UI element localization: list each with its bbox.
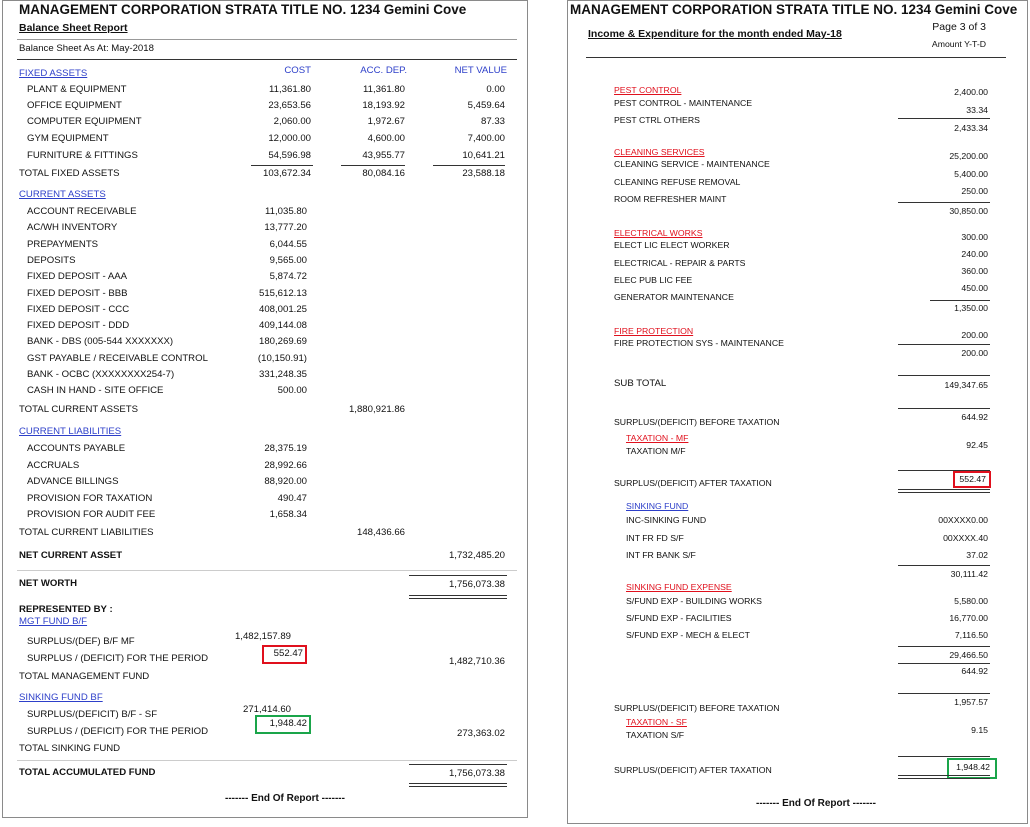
fixed-assets-heading: FIXED ASSETS: [19, 68, 88, 79]
current-asset-value: (10,150.91): [257, 353, 307, 364]
sinking-fund-period-value: 1,948.42: [269, 718, 307, 729]
net-current-asset-label: NET CURRENT ASSET: [19, 550, 123, 561]
current-liability-value: 490.47: [277, 493, 307, 504]
cleaning-row-value: 250.00: [961, 186, 988, 196]
current-asset-label: GST PAYABLE / RECEIVABLE CONTROL: [27, 353, 208, 364]
current-assets-heading: CURRENT ASSETS: [19, 189, 106, 200]
current-asset-value: 409,144.08: [258, 320, 307, 331]
electrical-row-value: 360.00: [961, 266, 988, 276]
current-asset-label: FIXED DEPOSIT - BBB: [27, 288, 128, 299]
sinking-row-value: 00XXXX0.00: [938, 515, 988, 525]
current-asset-value: 515,612.13: [258, 288, 307, 299]
total-current-liabilities-label: TOTAL CURRENT LIABILITIES: [19, 527, 154, 538]
total-fixed-net: 23,588.18: [462, 168, 505, 179]
sinking-fund-bf-label: SURPLUS/(DEFICIT) B/F - SF: [27, 709, 158, 720]
taxation-sf-label: TAXATION S/F: [626, 730, 685, 740]
sf-expense-row-label: S/FUND EXP - FACILITIES: [626, 613, 732, 623]
pest-row-value: 33.34: [966, 105, 988, 115]
before-tax-sf: 1,957.57: [954, 697, 988, 707]
before-tax-mf-label: SURPLUS/(DEFICIT) BEFORE TAXATION: [614, 417, 780, 427]
after-tax-mf-label: SURPLUS/(DEFICIT) AFTER TAXATION: [614, 478, 772, 488]
mgt-fund-period-value: 552.47: [273, 648, 303, 659]
current-liability-label: ACCRUALS: [27, 460, 80, 471]
after-tax-sf-label: SURPLUS/(DEFICIT) AFTER TAXATION: [614, 765, 772, 775]
electrical-row-label: ELECTRICAL - REPAIR & PARTS: [614, 258, 746, 268]
net-current-asset: 1,732,485.20: [448, 550, 505, 561]
page-number: Page 3 of 3: [932, 21, 986, 33]
mgt-fund-heading: MGT FUND B/F: [19, 616, 88, 627]
current-asset-label: FIXED DEPOSIT - CCC: [27, 304, 130, 315]
mgt-fund-total-value: 1,482,710.36: [448, 656, 505, 667]
current-liability-label: PROVISION FOR AUDIT FEE: [27, 509, 156, 520]
mgt-fund-bf-label: SURPLUS/(DEF) B/F MF: [27, 636, 135, 647]
pest-row-label: PEST CTRL OTHERS: [614, 115, 700, 125]
fixed-asset-net: 87.33: [480, 116, 505, 127]
fire-row-value: 200.00: [961, 330, 988, 340]
cleaning-row-value: 5,400.00: [954, 169, 988, 179]
fixed-asset-cost: 54,596.98: [268, 150, 311, 161]
pest-total: 2,433.34: [954, 123, 988, 133]
report-title: MANAGEMENT CORPORATION STRATA TITLE NO. 1234 Gemini Cove: [19, 2, 467, 17]
total-fixed-cost: 103,672.34: [262, 168, 311, 179]
col-accdep-header: ACC. DEP.: [360, 65, 407, 76]
report-name: Balance Sheet Report: [19, 22, 128, 34]
current-liability-label: ADVANCE BILLINGS: [27, 476, 119, 487]
cleaning-total: 30,850.00: [949, 206, 988, 216]
current-asset-value: 13,777.20: [264, 222, 307, 233]
current-asset-label: PREPAYMENTS: [27, 239, 99, 250]
pest-row-value: 2,400.00: [954, 87, 988, 97]
end-of-report: ------- End Of Report -------: [225, 793, 345, 804]
cleaning-row-label: CLEANING REFUSE REMOVAL: [614, 177, 741, 187]
end-of-report: ------- End Of Report -------: [756, 798, 876, 809]
electrical-total: 1,350.00: [954, 303, 988, 313]
taxation-sf: 9.15: [971, 725, 988, 735]
sf-expense-row-value: 5,580.00: [954, 596, 988, 606]
current-asset-label: DEPOSITS: [27, 255, 76, 266]
fixed-asset-dep: 43,955.77: [362, 150, 405, 161]
before-tax-sf-label: SURPLUS/(DEFICIT) BEFORE TAXATION: [614, 703, 780, 713]
current-asset-value: 408,001.25: [258, 304, 307, 315]
sinking-fund-bf-value: 271,414.60: [242, 704, 291, 715]
fixed-asset-label: OFFICE EQUIPMENT: [27, 100, 122, 111]
after-tax-sf: 1,948.42: [956, 762, 990, 772]
before-tax-mf: 644.92: [961, 412, 988, 422]
current-asset-label: AC/WH INVENTORY: [27, 222, 118, 233]
total-fixed-assets-label: TOTAL FIXED ASSETS: [19, 168, 120, 179]
current-asset-label: CASH IN HAND - SITE OFFICE: [27, 385, 164, 396]
sf-expense-total: 29,466.50: [949, 650, 988, 660]
sinking-fund-period-label: SURPLUS / (DEFICIT) FOR THE PERIOD: [27, 726, 209, 737]
current-asset-value: 331,248.35: [258, 369, 307, 380]
current-liability-value: 1,658.34: [269, 509, 307, 520]
current-asset-value: 5,874.72: [269, 271, 307, 282]
current-liability-label: ACCOUNTS PAYABLE: [27, 443, 126, 454]
total-accumulated-fund: 1,756,073.38: [448, 768, 505, 779]
sf-expense-row-value: 16,770.00: [949, 613, 988, 623]
current-liability-label: PROVISION FOR TAXATION: [27, 493, 153, 504]
electrical-row-value: 450.00: [961, 283, 988, 293]
sinking-row-value: 00XXXX.40: [943, 533, 988, 543]
sub-total: 149,347.65: [944, 380, 988, 390]
current-asset-value: 9,565.00: [269, 255, 307, 266]
electrical-row-label: ELECT LIC ELECT WORKER: [614, 240, 730, 250]
sf-expense-row-label: S/FUND EXP - BUILDING WORKS: [626, 596, 762, 606]
cleaning-row-label: ROOM REFRESHER MAINT: [614, 194, 727, 204]
pest-row-label: PEST CONTROL - MAINTENANCE: [614, 98, 753, 108]
electrical-row-value: 240.00: [961, 249, 988, 259]
sf-expense-net: 644.92: [961, 666, 988, 676]
current-asset-label: FIXED DEPOSIT - DDD: [27, 320, 130, 331]
electrical-heading: ELECTRICAL WORKS: [614, 228, 703, 238]
sinking-row-label: INT FR BANK S/F: [626, 550, 696, 560]
amount-header: Amount Y-T-D: [931, 39, 986, 49]
current-liability-value: 28,375.19: [264, 443, 307, 454]
fire-row-label: FIRE PROTECTION SYS - MAINTENANCE: [614, 338, 784, 348]
fixed-asset-cost: 11,361.80: [269, 84, 311, 95]
fixed-asset-label: FURNITURE & FITTINGS: [27, 150, 138, 161]
fixed-asset-label: PLANT & EQUIPMENT: [27, 84, 127, 95]
cleaning-heading: CLEANING SERVICES: [614, 147, 705, 157]
fixed-asset-dep: 11,361.80: [363, 84, 405, 95]
col-cost-header: COST: [284, 65, 311, 76]
pest-control-heading: PEST CONTROL: [614, 85, 682, 95]
sinking-row-value: 37.02: [966, 550, 988, 560]
fixed-asset-cost: 23,653.56: [268, 100, 311, 111]
electrical-row-value: 300.00: [961, 232, 988, 242]
total-current-liabilities: 148,436.66: [356, 527, 405, 538]
current-asset-value: 6,044.55: [269, 239, 307, 250]
total-current-assets-label: TOTAL CURRENT ASSETS: [19, 404, 139, 415]
total-current-assets: 1,880,921.86: [348, 404, 405, 415]
fixed-asset-label: COMPUTER EQUIPMENT: [27, 116, 142, 127]
fire-total: 200.00: [961, 348, 988, 358]
sf-expense-row-label: S/FUND EXP - MECH & ELECT: [626, 630, 750, 640]
fixed-asset-label: GYM EQUIPMENT: [27, 133, 109, 144]
report-title: MANAGEMENT CORPORATION STRATA TITLE NO. 1234 Gemini Cove: [570, 2, 1018, 17]
sf-expense-row-value: 7,116.50: [954, 630, 988, 640]
electrical-row-label: ELEC PUB LIC FEE: [614, 275, 693, 285]
current-asset-label: BANK - OCBC (XXXXXXXX254-7): [27, 369, 175, 380]
income-expenditure-panel: [567, 0, 1028, 824]
current-liabilities-heading: CURRENT LIABILITIES: [19, 426, 122, 437]
report-name: Income & Expenditure for the month ended May-18: [588, 28, 842, 40]
balance-sheet-panel: [2, 0, 528, 818]
fixed-asset-net: 7,400.00: [467, 133, 505, 144]
sinking-total: 30,111.42: [950, 569, 988, 579]
current-liability-value: 88,920.00: [264, 476, 307, 487]
total-mgt-fund-label: TOTAL MANAGEMENT FUND: [19, 671, 150, 682]
cleaning-row-value: 25,200.00: [949, 151, 988, 161]
fixed-asset-cost: 2,060.00: [273, 116, 311, 127]
taxation-mf: 92.45: [966, 440, 988, 450]
as-at-date: Balance Sheet As At: May-2018: [19, 43, 154, 54]
net-worth: 1,756,073.38: [448, 579, 505, 590]
cleaning-row-label: CLEANING SERVICE - MAINTENANCE: [614, 159, 770, 169]
sinking-row-label: INT FR FD S/F: [626, 533, 684, 543]
sinking-fund-total-value: 273,363.02: [456, 728, 505, 739]
fixed-asset-net: 0.00: [486, 84, 505, 95]
electrical-row-label: GENERATOR MAINTENANCE: [614, 292, 734, 302]
after-tax-mf: 552.47: [959, 474, 986, 484]
taxation-mf-heading: TAXATION - MF: [626, 433, 689, 443]
sinking-fund-heading: SINKING FUND: [626, 501, 689, 511]
total-sinking-fund-label: TOTAL SINKING FUND: [19, 743, 121, 754]
current-asset-label: FIXED DEPOSIT - AAA: [27, 271, 128, 282]
current-asset-value: 11,035.80: [265, 206, 307, 217]
current-asset-value: 500.00: [277, 385, 307, 396]
taxation-sf-heading: TAXATION - SF: [626, 717, 687, 727]
fixed-asset-dep: 4,600.00: [367, 133, 405, 144]
total-accumulated-fund-label: TOTAL ACCUMULATED FUND: [19, 767, 156, 778]
sf-expense-heading: SINKING FUND EXPENSE: [626, 582, 732, 592]
fixed-asset-net: 5,459.64: [467, 100, 505, 111]
fixed-asset-cost: 12,000.00: [268, 133, 311, 144]
fixed-asset-dep: 1,972.67: [367, 116, 405, 127]
fixed-asset-net: 10,641.21: [462, 150, 505, 161]
taxation-mf-label: TAXATION M/F: [626, 446, 686, 456]
represented-by-label: REPRESENTED BY :: [19, 604, 113, 615]
mgt-fund-bf-value: 1,482,157.89: [234, 631, 291, 642]
fire-protection-heading: FIRE PROTECTION: [614, 326, 694, 336]
mgt-fund-period-label: SURPLUS / (DEFICIT) FOR THE PERIOD: [27, 653, 209, 664]
current-asset-value: 180,269.69: [258, 336, 307, 347]
current-asset-label: BANK - DBS (005-544 XXXXXXX): [27, 336, 174, 347]
fixed-asset-dep: 18,193.92: [362, 100, 405, 111]
sub-total-label: SUB TOTAL: [614, 378, 667, 389]
net-worth-label: NET WORTH: [19, 578, 78, 589]
current-asset-label: ACCOUNT RECEIVABLE: [27, 206, 137, 217]
col-net-header: NET VALUE: [454, 65, 507, 76]
sinking-fund-bf-heading: SINKING FUND BF: [19, 692, 103, 703]
sinking-row-label: INC-SINKING FUND: [626, 515, 707, 525]
current-liability-value: 28,992.66: [264, 460, 307, 471]
total-fixed-dep: 80,084.16: [362, 168, 405, 179]
